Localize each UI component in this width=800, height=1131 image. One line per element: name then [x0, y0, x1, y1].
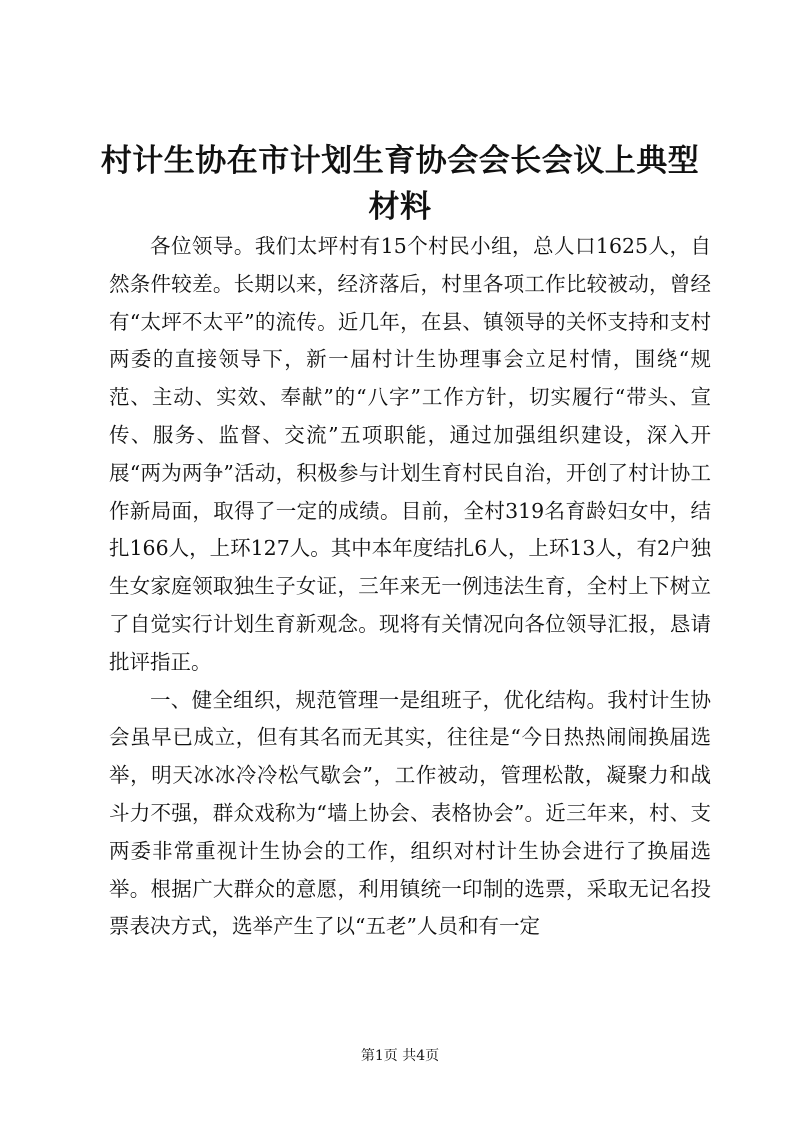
- page-number-footer: 第1页 共4页: [360, 1048, 440, 1064]
- paragraph-intro: 各位领导。我们太坪村有15个村民小组，总人口1625人，自然条件较差。长期以来，经济落后，村里各项工作比较被动，曾经有“太坪不太平”的流传。近几年，在县、镇领导的关怀支持和支村两委的直接领导下，新一届村计生协理事会立足村情，围绕“规范、主动、实效、奉献”的“八字”工作方针，切实履行“带头、宣传、服务、监督、交流”五项职能，通过加强组织建设，深入开展“两为两争”活动，积极参与计划生育村民自治，开创了村计协工作新局面，取得了一定的成绩。目前，全村319名育龄妇女中，结扎166人，上环127人。其中本年度结扎6人，上环13人，有2户独生女家庭领取独生子女证，三年来无一例违法生育，全村上下树立了自觉实行计划生育新观念。现将有关情况向各位领导汇报，恳请批评指正。: [109, 234, 711, 674]
- document-title: 村计生协在市计划生育协会会长会议上典型材料: [100, 143, 700, 225]
- document-body: [109, 228, 711, 946]
- paragraph-section-one: 一、健全组织，规范管理一是组班子，优化结构。我村计生协会虽早已成立，但有其名而无其实，往往是“今日热热闹闹换届选举，明天冰冰冷冷松气歇会”，工作被动，管理松散，凝聚力和战斗力不强，群众戏称为“墙上协会、表格协会”。近三年来，村、支两委非常重视计生协会的工作，组织对村计生协会进行了换届选举。根据广大群众的意愿，利用镇统一印制的选票，采取无记名投票表决方式，选举产生了以“五老”人员和有一定: [109, 687, 711, 939]
